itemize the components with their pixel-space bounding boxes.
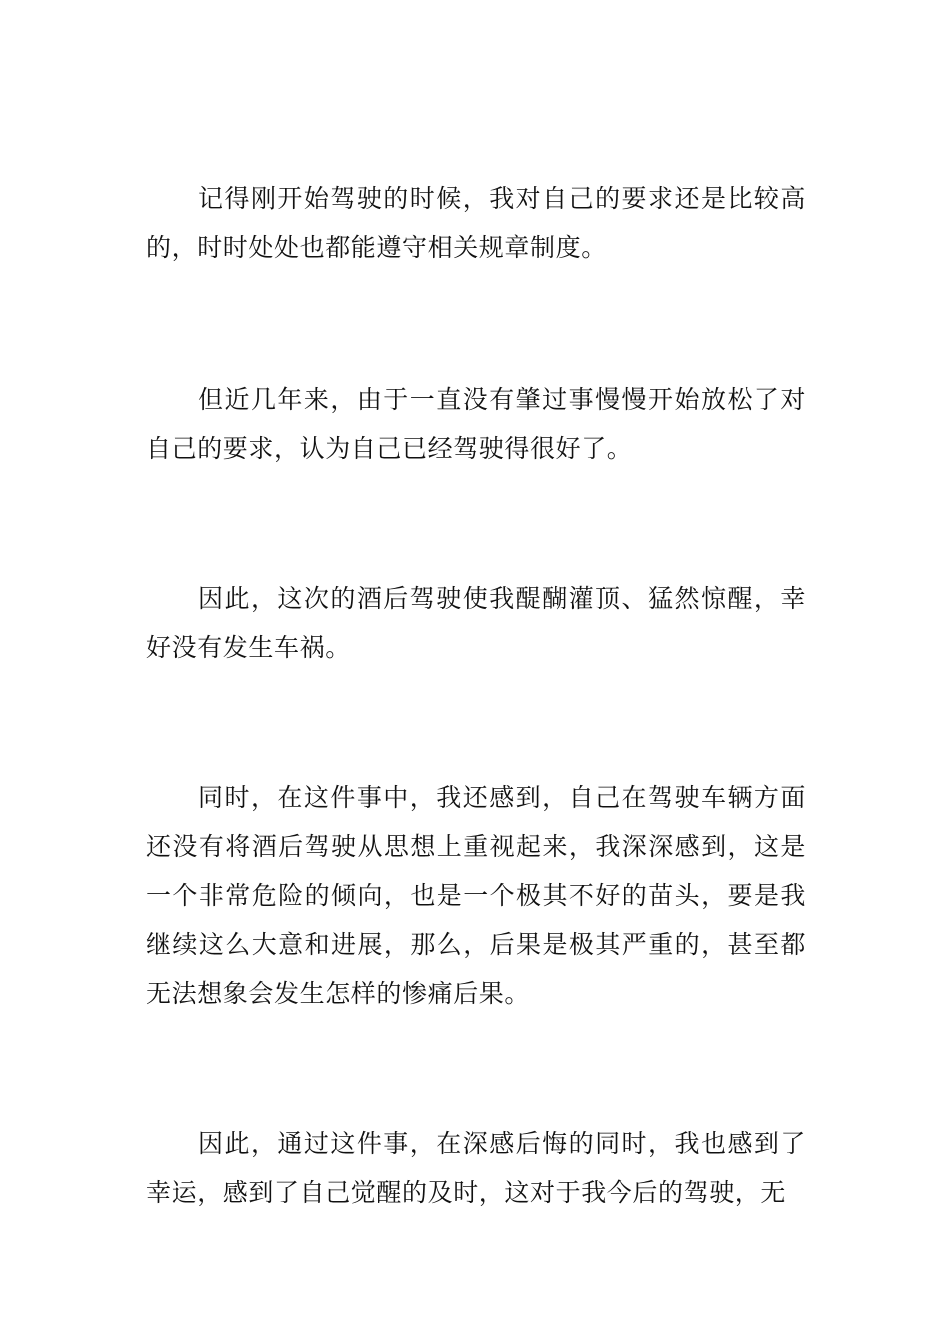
paragraph-3: 因此，这次的酒后驾驶使我醍醐灌顶、猛然惊醒，幸好没有发生车祸。 — [146, 584, 806, 662]
paragraph-1: 记得刚开始驾驶的时候，我对自己的要求还是比较高的，时时处处也都能遵守相关规章制度。 — [146, 184, 806, 262]
paragraph-4: 同时，在这件事中，我还感到，自己在驾驶车辆方面还没有将酒后驾驶从思想上重视起来，我深深感到，这是一个非常危险的倾向，也是一个极其不好的苗头，要是我继续这么大意和进展，那么，后果是极其严重的，甚至都无法想象会发生怎样的惨痛后果。 — [146, 783, 806, 1008]
paragraph-2: 但近几年来，由于一直没有肇过事慢慢开始放松了对自己的要求，认为自己已经驾驶得很好了。 — [146, 385, 806, 463]
paragraph-5: 因此，通过这件事，在深感后悔的同时，我也感到了幸运，感到了自己觉醒的及时，这对于我今后的驾驶，无 — [146, 1129, 806, 1207]
